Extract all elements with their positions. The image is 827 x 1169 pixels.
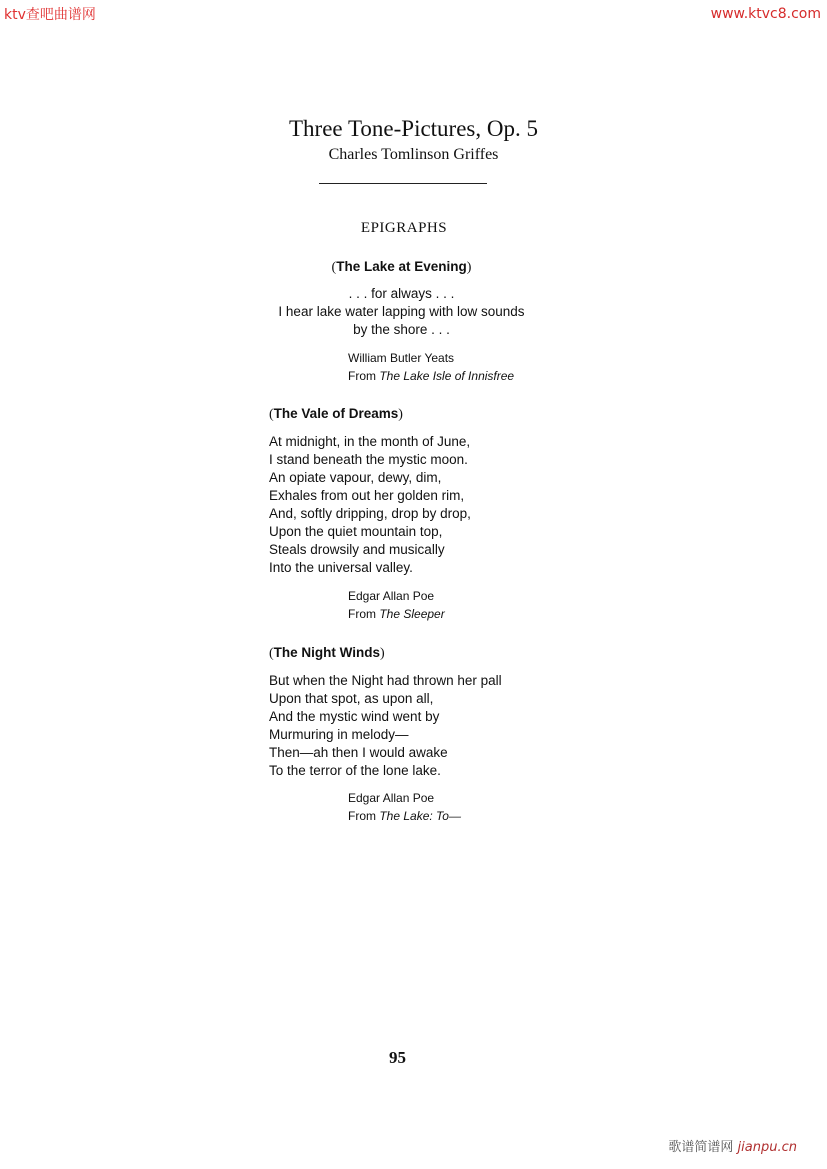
epigraph-1-heading: (The Lake at Evening) <box>331 259 472 275</box>
title-divider <box>319 183 487 184</box>
poem-line: At midnight, in the month of June, <box>269 434 471 449</box>
poem-line: Steals drowsily and musically <box>269 542 445 557</box>
poem-line: And the mystic wind went by <box>269 709 440 724</box>
author: Edgar Allan Poe <box>348 589 435 603</box>
from-prefix: From <box>348 369 380 383</box>
composer-name: Charles Tomlinson Griffes <box>328 146 499 163</box>
epigraph-3-attribution <box>348 789 461 825</box>
source-title: The Lake: To— <box>379 809 461 823</box>
epigraph-3-heading: (The Night Winds) <box>269 645 385 661</box>
from-prefix: From <box>348 607 380 621</box>
poem-line: Then—ah then I would awake <box>269 745 448 760</box>
poem-line: Murmuring in melody— <box>269 727 409 742</box>
poem-line: Exhales from out her golden rim, <box>269 488 465 503</box>
page-number: 95 <box>389 1048 406 1067</box>
source-line <box>348 605 445 623</box>
watermark-bottom-right <box>668 1136 797 1155</box>
epigraph-1-poem <box>0 285 803 339</box>
source-title: The Sleeper <box>379 607 445 621</box>
source-line <box>348 807 461 825</box>
poem-line: Upon that spot, as upon all, <box>269 691 434 706</box>
poem-line: And, softly dripping, drop by drop, <box>269 506 471 521</box>
watermark-bottom-label: 歌谱简谱网 <box>668 1140 734 1155</box>
poem-line: An opiate vapour, dewy, dim, <box>269 470 442 485</box>
poem-line: To the terror of the lone lake. <box>269 763 441 778</box>
epigraph-3-title: The Night Winds <box>273 645 381 660</box>
epigraph-2-title: The Vale of Dreams <box>273 406 399 421</box>
epigraph-3-poem <box>269 672 502 780</box>
poem-line: by the shore . . . <box>353 322 450 337</box>
watermark-top-left: ktv查吧曲谱网 <box>4 7 96 23</box>
poem-line: Into the universal valley. <box>269 560 413 575</box>
author: William Butler Yeats <box>348 351 455 365</box>
poem-line: But when the Night had thrown her pall <box>269 673 502 688</box>
epigraph-2-heading: (The Vale of Dreams) <box>269 406 403 422</box>
epigraph-1-title: The Lake at Evening <box>336 259 467 274</box>
epigraph-1-attribution <box>348 349 514 385</box>
poem-line: . . . for always . . . <box>348 286 455 301</box>
from-prefix: From <box>348 809 380 823</box>
author: Edgar Allan Poe <box>348 791 435 805</box>
epigraph-2-attribution <box>348 587 445 623</box>
page-title: Three Tone-Pictures, Op. 5 <box>289 116 538 141</box>
poem-line: I stand beneath the mystic moon. <box>269 452 468 467</box>
poem-line: Upon the quiet mountain top, <box>269 524 443 539</box>
watermark-bottom-site: jianpu.cn <box>737 1140 797 1155</box>
source-line <box>348 367 514 385</box>
section-title: EPIGRAPHS <box>360 220 448 236</box>
watermark-top-right: www.ktvc8.com <box>710 6 821 22</box>
epigraph-2-poem <box>269 433 471 577</box>
source-title: The Lake Isle of Innisfree <box>379 369 515 383</box>
poem-line: I hear lake water lapping with low sounds <box>278 304 525 319</box>
